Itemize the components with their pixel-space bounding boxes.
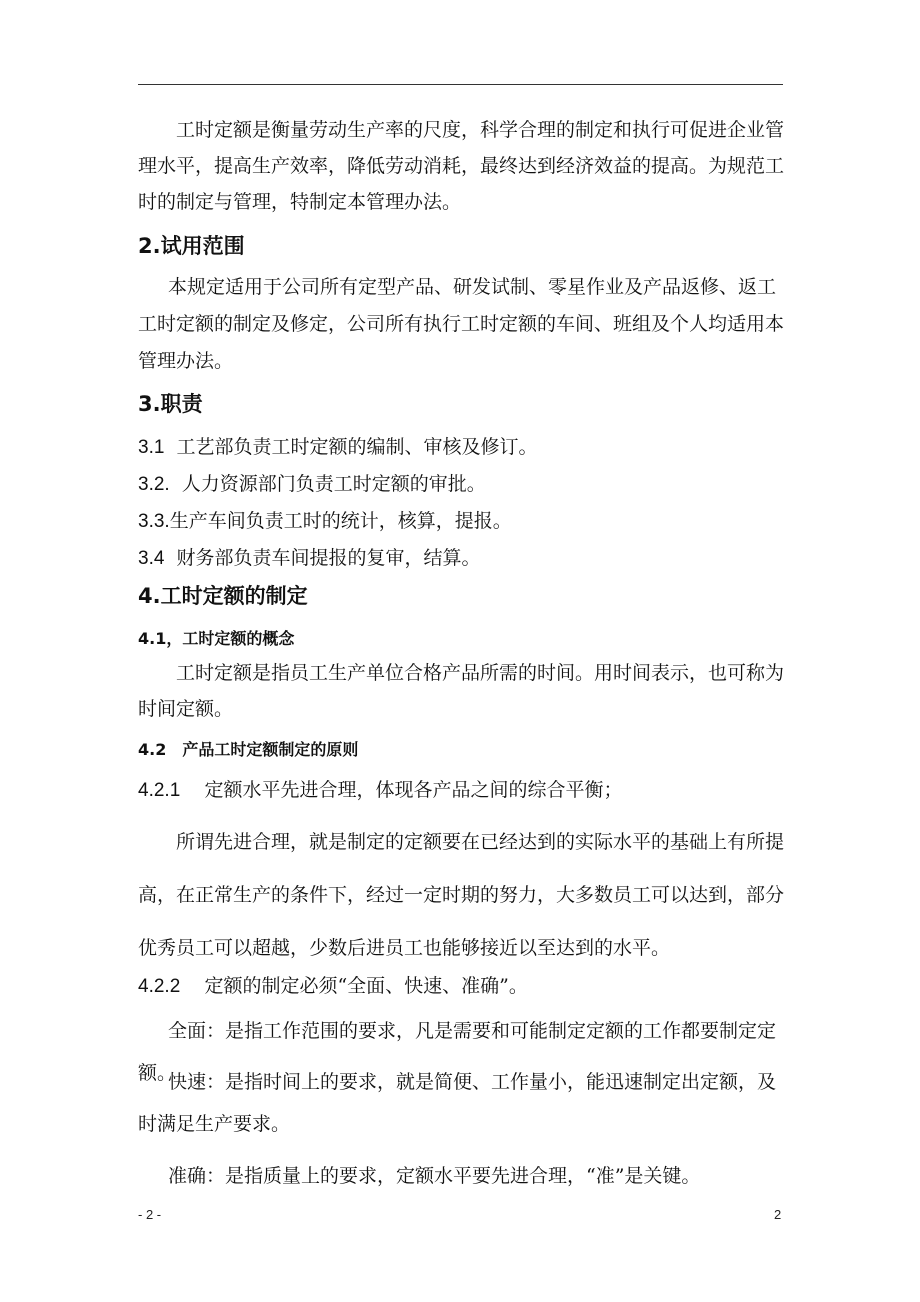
footer-page-label: - 2 - — [138, 1207, 162, 1222]
duty-item-2 — [138, 469, 486, 496]
section-4-2-2-title — [138, 971, 528, 998]
section-4-2-1-title — [138, 775, 622, 802]
criterion-fast: 快速：是指时间上的要求，就是简便、工作量小，能迅速制定出定额，及时满足生产要求。 — [138, 1071, 777, 1135]
duty-item-number: 3.1 — [138, 437, 165, 458]
duty-item-3 — [138, 506, 512, 533]
duty-item-number: 3.2. — [138, 474, 170, 495]
section-2-heading: 2.试用范围 — [138, 234, 245, 258]
duty-item-1 — [138, 432, 538, 459]
header-rule — [138, 84, 783, 85]
clause-title: 定额水平先进合理，体现各产品之间的综合平衡； — [204, 779, 623, 801]
duty-item-number: 3.4 — [138, 548, 165, 569]
clause-number: 4.2.2 — [138, 976, 181, 997]
criterion-full: 全面：是指工作范围的要求，凡是需要和可能制定定额的工作都要制定定额。 — [138, 1020, 777, 1084]
duty-item-text: 生产车间负责工时的统计，核算，提报。 — [169, 510, 512, 532]
duty-item-text: 工艺部负责工时定额的编制、审核及修订。 — [176, 436, 538, 458]
section-3-heading: 3.职责 — [138, 392, 203, 416]
duty-item-4 — [138, 543, 481, 570]
intro-paragraph: 工时定额是衡量劳动生产率的尺度，科学合理的制定和执行可促进企业管理水平，提高生产效率，降低劳动消耗，最终达到经济效益的提高。为规范工时的制定与管理，特制定本管理办法。 — [138, 119, 785, 213]
section-4-1-body: 工时定额是指员工生产单位合格产品所需的时间。用时间表示，也可称为时间定额。 — [138, 662, 785, 720]
duty-item-text: 人力资源部门负责工时定额的审批。 — [181, 473, 486, 495]
footer-page-number: 2 — [774, 1207, 782, 1222]
clause-number: 4.2.1 — [138, 780, 181, 801]
section-4-heading: 4.工时定额的制定 — [138, 584, 308, 608]
clause-title: 定额的制定必须“全面、快速、准确”。 — [204, 975, 528, 997]
section-4-1-heading: 4.1，工时定额的概念 — [138, 629, 295, 648]
duty-item-text: 财务部负责车间提报的复审，结算。 — [176, 547, 481, 569]
section-2-body: 本规定适用于公司所有定型产品、研发试制、零星作业及产品返修、返工工时定额的制定及修定，公司所有执行工时定额的车间、班组及个人均适用本管理办法。 — [138, 276, 785, 372]
criterion-accurate: 准确：是指质量上的要求，定额水平要先进合理，“准”是关键。 — [168, 1165, 701, 1187]
section-4-2-heading: 4.2 产品工时定额制定的原则 — [138, 740, 359, 759]
duty-item-number: 3.3. — [138, 511, 170, 532]
section-4-2-1-body: 所谓先进合理，就是制定的定额要在已经达到的实际水平的基础上有所提高，在正常生产的条件下，经过一定时期的努力，大多数员工可以达到，部分优秀员工可以超越，少数后进员工也能够接近以至达到的水平。 — [138, 831, 785, 959]
